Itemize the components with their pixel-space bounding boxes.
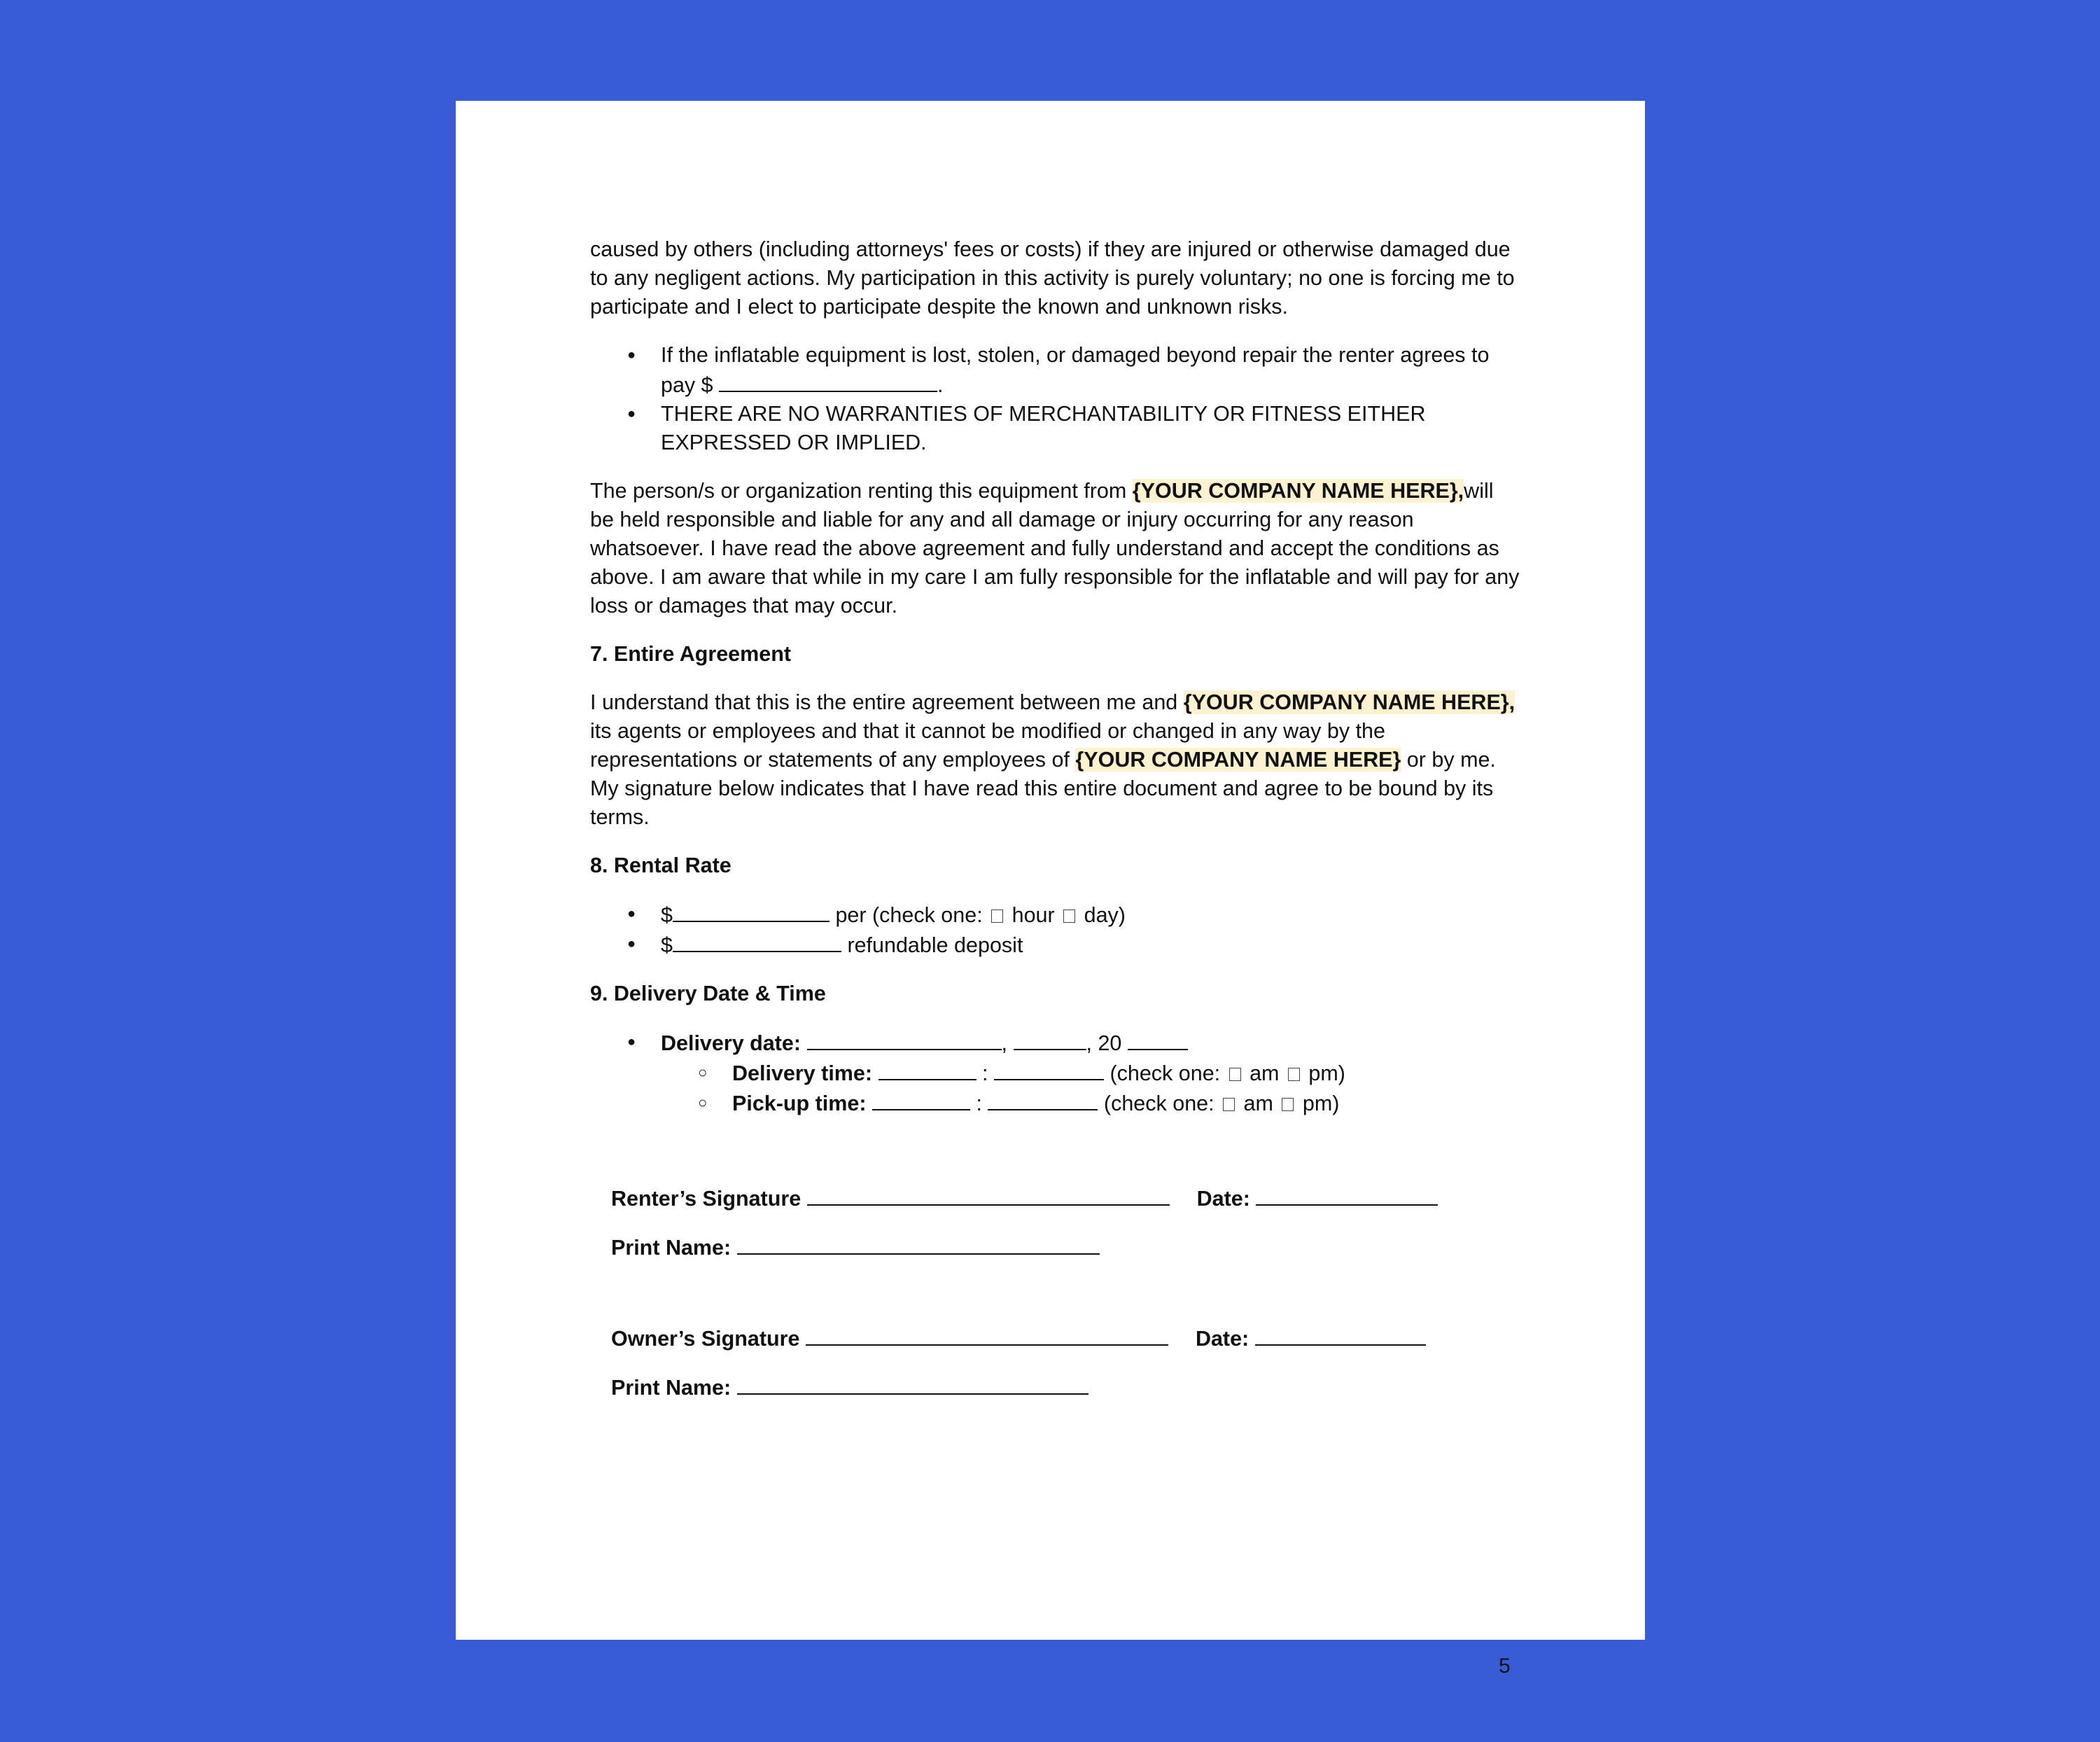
renter-signature-field[interactable] [807, 1183, 1170, 1206]
document-page [456, 101, 1645, 1678]
list-item [661, 1058, 1521, 1088]
intro-paragraph: caused by others (including attorneys' fees or costs) if they are injured or otherwise damaged due to any negligent actions. My participation in this activity is purely voluntary; no one is forcing me to participate and I elect to participate despite the known and unknown risks. [590, 237, 1515, 319]
liability-bullet-list [590, 341, 1521, 457]
delivery-minute-field[interactable] [994, 1058, 1104, 1080]
deposit-text: refundable deposit [841, 933, 1023, 957]
day-option-label: day) [1078, 903, 1126, 927]
list-item [590, 900, 1521, 930]
pickup-minute-field[interactable] [988, 1088, 1098, 1110]
renter-signature-row [611, 1183, 1438, 1211]
pickup-pm-checkbox[interactable] [1282, 1098, 1294, 1111]
am-label: am [1238, 1092, 1280, 1115]
owner-print-name-row [611, 1372, 1088, 1400]
list-item [661, 1088, 1521, 1118]
responsibility-suffix: will be held responsible and liable for any and all damage or injury occurring for any reason whatsoever. I have read the above agreement and fully understand and accept the conditions as above. I am aware that while in my care I am fully responsible for the inflatable and will pay for any loss or damages that may occur. [590, 479, 1520, 618]
agreement-text-2: its agents or employees and that it cannot be modified or changed in any way by the representations or statements of any employees of [590, 719, 1385, 772]
company-name-placeholder: {YOUR COMPANY NAME HERE}, [1183, 690, 1516, 714]
check-one-text: (check one: [1098, 1092, 1221, 1115]
rate-per-text: per (check one: [829, 903, 989, 927]
comma: , [1001, 1031, 1008, 1055]
delivery-pm-checkbox[interactable] [1288, 1068, 1300, 1081]
renter-date-label: Date: [1196, 1187, 1250, 1211]
delivery-date-label: Delivery date: [661, 1031, 802, 1055]
year-prefix: , 20 [1086, 1031, 1122, 1055]
responsibility-paragraph [590, 477, 1521, 620]
day-checkbox[interactable] [1063, 910, 1075, 923]
list-item [590, 400, 1521, 457]
delivery-date-year-field[interactable] [1128, 1028, 1188, 1050]
currency-symbol: $ [661, 933, 673, 957]
delivery-hour-field[interactable] [878, 1058, 976, 1080]
check-one-text: (check one: [1103, 1061, 1226, 1085]
company-name-placeholder: {YOUR COMPANY NAME HERE} [1075, 748, 1401, 772]
delivery-date-month-field[interactable] [807, 1028, 1002, 1050]
document-content [590, 235, 1521, 1138]
owner-print-name-field[interactable] [737, 1372, 1088, 1395]
hour-checkbox[interactable] [991, 910, 1003, 923]
lost-equipment-text: If the inflatable equipment is lost, stolen, or damaged beyond repair the renter agrees to pay $ [661, 343, 1490, 397]
owner-signature-row [611, 1323, 1426, 1351]
owner-signature-field[interactable] [806, 1323, 1168, 1346]
hour-option-label: hour [1006, 903, 1061, 927]
agreement-text-1: I understand that this is the entire agreement between me and [590, 690, 1184, 714]
agreement-text-3: or by me. My signature below indicates that I have read this entire document and agree to be bound by its terms. [590, 748, 1496, 829]
delivery-date-day-field[interactable] [1014, 1028, 1086, 1050]
owner-print-name-label: Print Name: [611, 1376, 732, 1400]
list-item [590, 930, 1521, 960]
colon: : [976, 1092, 982, 1115]
section-7-heading: 7. Entire Agreement [590, 642, 792, 666]
pickup-hour-field[interactable] [872, 1088, 970, 1110]
list-item [590, 1028, 1521, 1118]
company-name-placeholder: {YOUR COMPANY NAME HERE}, [1132, 479, 1464, 503]
entire-agreement-paragraph [590, 688, 1521, 832]
renter-print-name-label: Print Name: [611, 1236, 732, 1260]
pickup-time-label: Pick-up time: [732, 1092, 867, 1115]
owner-date-label: Date: [1195, 1327, 1250, 1351]
rate-blank-field[interactable] [673, 900, 830, 922]
colon: : [982, 1061, 988, 1085]
pm-label: pm) [1302, 1061, 1345, 1085]
delivery-am-checkbox[interactable] [1229, 1068, 1241, 1081]
renter-date-field[interactable] [1256, 1183, 1438, 1206]
section-9-heading: 9. Delivery Date & Time [590, 982, 826, 1005]
period: . [937, 373, 944, 397]
owner-date-field[interactable] [1255, 1323, 1426, 1346]
renter-print-name-field[interactable] [737, 1232, 1100, 1255]
am-label: am [1243, 1061, 1285, 1085]
currency-symbol: $ [661, 903, 673, 927]
delivery-list [590, 1028, 1521, 1118]
delivery-time-label: Delivery time: [732, 1061, 873, 1085]
warranty-text: THERE ARE NO WARRANTIES OF MERCHANTABILITY OR FITNESS EITHER EXPRESSED OR IMPLIED. [661, 402, 1426, 454]
pm-label: pm) [1296, 1092, 1340, 1115]
page-number: 5 [1499, 1654, 1511, 1678]
deposit-blank-field[interactable] [673, 930, 841, 952]
owner-signature-label: Owner’s Signature [611, 1327, 800, 1351]
responsibility-prefix: The person/s or organization renting this equipment from [590, 479, 1133, 503]
renter-print-name-row [611, 1232, 1100, 1260]
rental-rate-list [590, 900, 1521, 960]
section-8-heading: 8. Rental Rate [590, 853, 732, 877]
delivery-time-sublist [661, 1058, 1521, 1118]
pickup-am-checkbox[interactable] [1223, 1098, 1235, 1111]
amount-blank-field[interactable] [719, 370, 937, 392]
list-item [590, 341, 1521, 400]
renter-signature-label: Renter’s Signature [611, 1187, 802, 1211]
